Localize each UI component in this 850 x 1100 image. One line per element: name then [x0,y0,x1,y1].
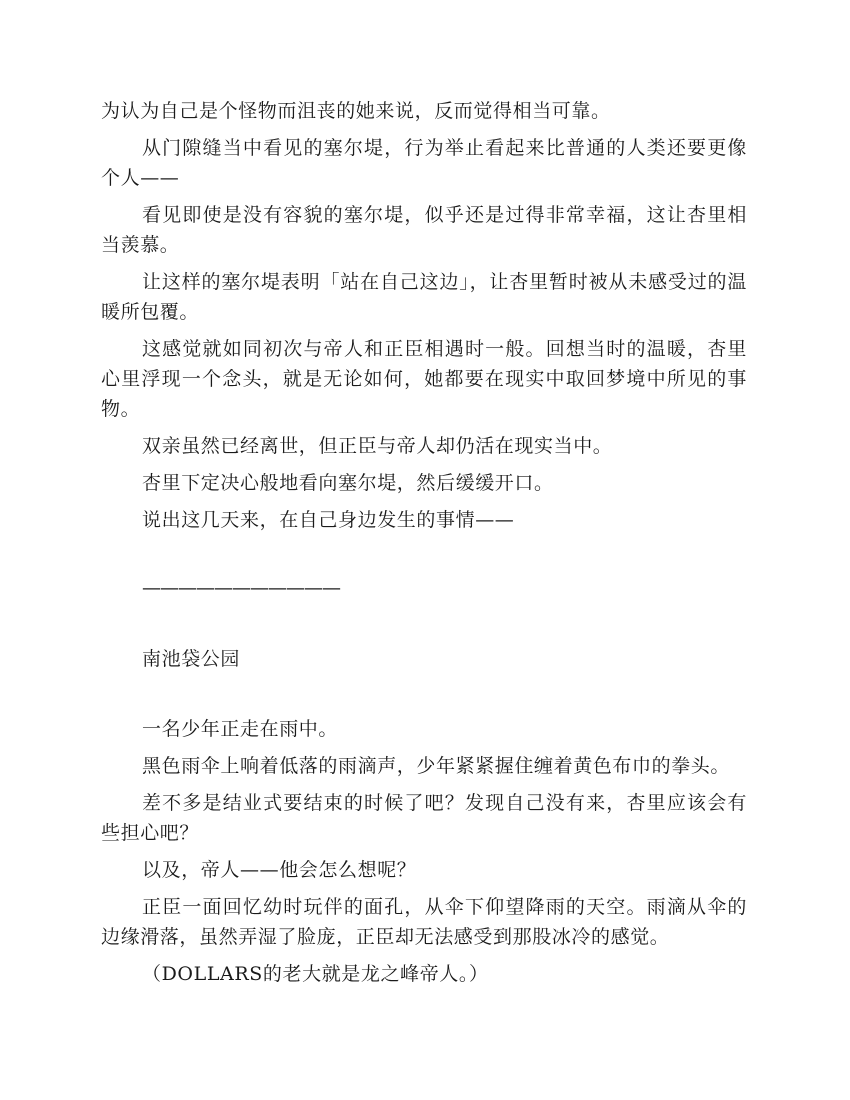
paragraph: 以及，帝人——他会怎么想呢？ [142,859,417,881]
paragraph: 让这样的塞尔堤表明「站在自己这边」，让杏里暂时被从未感受过的温暖所包覆。 [101,271,747,323]
paragraph: 这感觉就如同初次与帝人和正臣相遇时一般。回想当时的温暖，杏里心里浮现一个念头，就是无论如何，她都要在现实中取回梦境中所见的事物。 [101,338,747,420]
paragraph: 看见即使是没有容貌的塞尔堤，似乎还是过得非常幸福，这让杏里相当羡慕。 [101,204,747,256]
paragraph: 正臣一面回忆幼时玩伴的面孔，从伞下仰望降雨的天空。雨滴从伞的边缘滑落，虽然弄湿了脸庞，正臣却无法感受到那股冰冷的感觉。 [101,896,747,948]
section-heading: 南池袋公园 [142,648,241,670]
paragraph: 黑色雨伞上响着低落的雨滴声，少年紧紧握住缠着黄色布巾的拳头。 [142,755,731,777]
paragraph: 差不多是结业式要结束的时候了吧？发现自己没有来，杏里应该会有些担心吧？ [101,792,747,844]
paragraph: （DOLLARS的老大就是龙之峰帝人。） [142,963,489,985]
paragraph: 杏里下定决心般地看向塞尔堤，然后缓缓开口。 [142,472,554,494]
paragraph: 双亲虽然已经离世，但正臣与帝人却仍活在现实当中。 [142,435,613,457]
paragraph: 一名少年正走在雨中。 [142,718,339,740]
paragraph: 说出这几天来，在自己身边发生的事情—— [142,509,515,531]
paragraph: 为认为自己是个怪物而沮丧的她来说，反而觉得相当可靠。 [101,100,611,122]
scene-divider: ——————————— [142,577,340,599]
document-page [101,96,747,996]
paragraph: 从门隙缝当中看见的塞尔堤，行为举止看起来比普通的人类还要更像个人—— [101,137,747,189]
